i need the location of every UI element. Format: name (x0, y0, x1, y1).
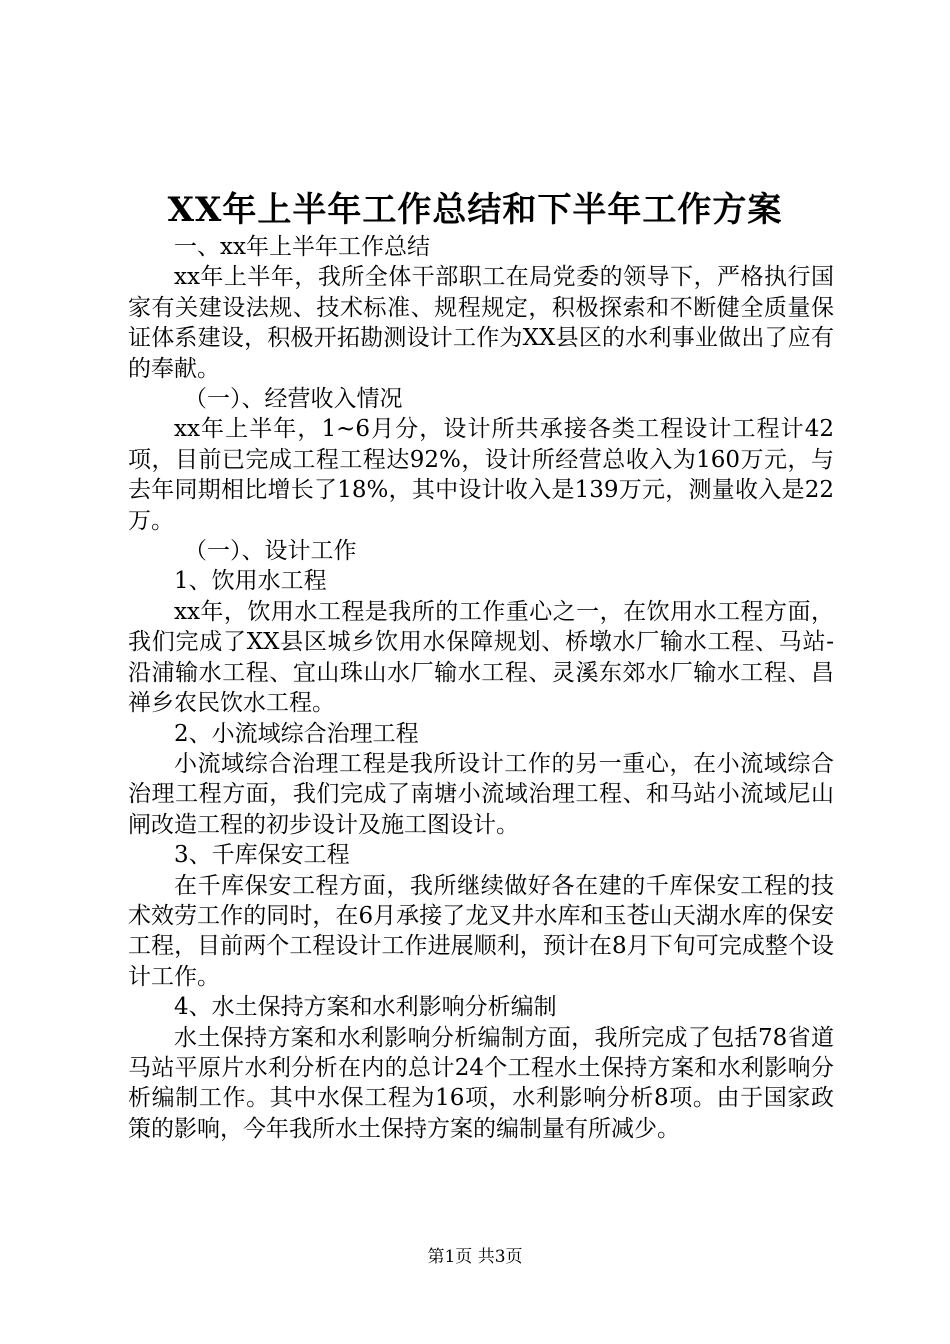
subsection-heading: （一）、设计工作 (184, 538, 357, 565)
item-heading: 1、饮用水工程 (174, 568, 327, 595)
body-paragraph: 在千库保安工程方面，我所继续做好各在建的千库保安工程的技术效劳工作的同时，在6月承接了龙叉井水库和玉苍山天湖水库的保安工程，目前两个工程设计工作进展顺利，预计在8月下旬可完成整个设计工作。 (128, 872, 834, 990)
body-paragraph: xx年，饮用水工程是我所的工作重心之一，在饮用水工程方面，我们完成了XX县区城乡饮用水保障规划、桥墩水厂输水工程、马站-沿浦输水工程、宜山珠山水厂输水工程、灵溪东郊水厂输水工程、昌禅乡农民饮水工程。 (128, 598, 834, 717)
item-heading: 2、小流域综合治理工程 (174, 720, 419, 747)
subsection-heading: （一）、经营收入情况 (184, 386, 403, 413)
body-paragraph: xx年上半年，1~6月分，设计所共承接各类工程设计工程计42项，目前已完成工程工程达92%，设计所经营总收入为160万元，与去年同期相比增长了18%，其中设计收入是139万元，测量收入是22万。 (128, 416, 834, 534)
document-title: XX年上半年工作总结和下半年工作方案 (167, 190, 783, 230)
item-heading: 3、千库保安工程 (174, 842, 350, 869)
body-paragraph: 小流域综合治理工程是我所设计工作的另一重心，在小流域综合治理工程方面，我们完成了南塘小流域治理工程、和马站小流域尼山闸改造工程的初步设计及施工图设计。 (128, 750, 834, 838)
body-paragraph: xx年上半年，我所全体干部职工在局党委的领导下，严格执行国家有关建设法规、技术标准、规程规定，积极探索和不断健全质量保证体系建设，积极开拓勘测设计工作为XX县区的水利事业做出了应有的奉献。 (128, 264, 834, 382)
body-paragraph: 水土保持方案和水利影响分析编制方面，我所完成了包括78省道马站平原片水利分析在内的总计24个工程水土保持方案和水利影响分析编制工作。其中水保工程为16项，水利影响分析8项。由于国家政策的影响，今年我所水土保持方案的编制量有所减少。 (128, 1024, 834, 1142)
page-footer: 第1页 共3页 (427, 1247, 523, 1267)
section-heading: 一、xx年上半年工作总结 (174, 234, 430, 260)
document-body (128, 232, 834, 1144)
item-heading: 4、水土保持方案和水利影响分析编制 (174, 994, 557, 1021)
